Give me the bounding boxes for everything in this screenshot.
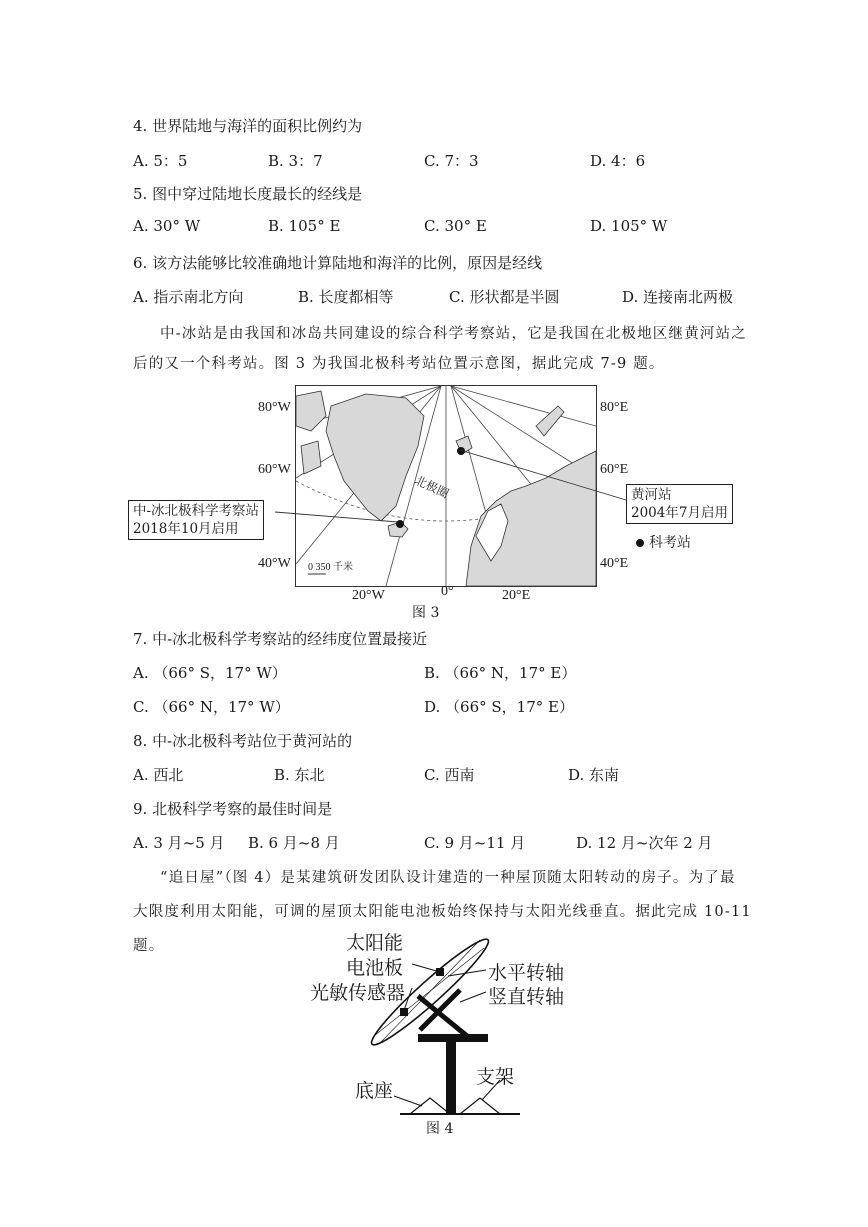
- legend-label: 科考站: [649, 535, 691, 551]
- q5-option-d: D. 105° W: [590, 217, 668, 235]
- lon-label-20e: 20°E: [502, 588, 531, 603]
- q7-option-c: C. （66° N，17° W）: [133, 698, 290, 716]
- bracket-label: 支架: [476, 1066, 515, 1088]
- question-7-stem: 7. 中-冰北极科学考察站的经纬度位置最接近: [133, 630, 428, 648]
- q9-option-d: D. 12 月~次年 2 月: [576, 834, 713, 852]
- station-dot-icon: [636, 539, 644, 547]
- lon-label-20w: 20°W: [352, 588, 385, 603]
- passage-7-9-line1: 中-冰站是由我国和冰岛共同建设的综合科学考察站，它是我国在北极地区继黄河站之: [160, 326, 747, 342]
- horizontal-axis-label: 水平转轴: [488, 962, 565, 984]
- q6-option-b: B. 长度都相等: [298, 288, 394, 306]
- q6-option-a: A. 指示南北方向: [133, 288, 244, 306]
- question-5-stem: 5. 图中穿过陆地长度最长的经线是: [133, 185, 363, 203]
- lon-label-80w: 80°W: [258, 400, 291, 415]
- station1-date: 2018年10月启用: [133, 521, 239, 537]
- lon-label-40e: 40°E: [600, 556, 629, 571]
- question-8-stem: 8. 中-冰北极科考站位于黄河站的: [133, 732, 353, 750]
- vertical-axis-label: 竖直转轴: [488, 986, 565, 1008]
- station1-name: 中-冰北极科学考察站: [133, 503, 260, 519]
- base-label: 底座: [355, 1080, 394, 1102]
- lon-label-40w: 40°W: [258, 556, 291, 571]
- q9-option-b: B. 6 月~8 月: [248, 834, 340, 852]
- passage-10-11-line3: 题。: [133, 938, 165, 954]
- question-4-stem: 4. 世界陆地与海洋的面积比例约为: [133, 117, 363, 135]
- q8-option-c: C. 西南: [424, 766, 475, 784]
- solar-panel-label-1: 太阳能: [346, 932, 404, 954]
- passage-10-11-line2: 大限度利用太阳能，可调的屋顶太阳能电池板始终保持与太阳光线垂直。据此完成 10-11: [133, 904, 752, 920]
- passage-10-11-line1: “追日屋”（图 4）是某建筑研发团队设计建造的一种屋顶随太阳转动的房子。为了最: [160, 870, 736, 886]
- q5-option-a: A. 30° W: [133, 217, 201, 235]
- q6-option-d: D. 连接南北两极: [622, 288, 734, 306]
- map-scale-label: 0 350 千米: [308, 562, 353, 573]
- map-legend: [636, 532, 691, 552]
- question-9-stem: 9. 北极科学考察的最佳时间是: [133, 800, 333, 818]
- q8-option-b: B. 东北: [274, 766, 325, 784]
- lon-label-80e: 80°E: [600, 400, 629, 415]
- figure-4-caption: 图 4: [426, 1121, 454, 1137]
- q4-option-c: C. 7：3: [424, 152, 479, 170]
- q8-option-d: D. 东南: [568, 766, 620, 784]
- station2-name: 黄河站: [631, 487, 672, 503]
- q9-option-c: C. 9 月~11 月: [424, 834, 526, 852]
- q4-option-a: A. 5：5: [133, 152, 188, 170]
- q7-option-a: A. （66° S，17° W）: [133, 664, 287, 682]
- station2-date: 2004年7月启用: [631, 505, 728, 521]
- q7-option-d: D. （66° S，17° E）: [424, 698, 574, 716]
- station-label-china-iceland: [128, 500, 264, 540]
- passage-7-9-line2: 后的又一个科考站。图 3 为我国北极科考站位置示意图，据此完成 7-9 题。: [133, 356, 665, 372]
- q9-option-a: A. 3 月~5 月: [133, 834, 225, 852]
- q8-option-a: A. 西北: [133, 766, 184, 784]
- q4-option-d: D. 4：6: [590, 152, 646, 170]
- lon-label-60w: 60°W: [258, 462, 291, 477]
- figure-3-caption: 图 3: [412, 605, 440, 621]
- q6-option-c: C. 形状都是半圆: [449, 288, 560, 306]
- q5-option-b: B. 105° E: [268, 217, 341, 235]
- station-label-yellow-river: [626, 484, 733, 524]
- lon-label-60e: 60°E: [600, 462, 629, 477]
- sensor-label: 光敏传感器: [310, 982, 406, 1004]
- solar-panel-label-2: 电池板: [346, 957, 404, 979]
- q7-option-b: B. （66° N，17° E）: [424, 664, 577, 682]
- question-6-stem: 6. 该方法能够比较准确地计算陆地和海洋的比例，原因是经线: [133, 254, 543, 272]
- lon-label-0: 0°: [441, 584, 454, 599]
- q4-option-b: B. 3：7: [268, 152, 323, 170]
- arctic-circle-label: 北极圈: [412, 472, 452, 501]
- q5-option-c: C. 30° E: [424, 217, 487, 235]
